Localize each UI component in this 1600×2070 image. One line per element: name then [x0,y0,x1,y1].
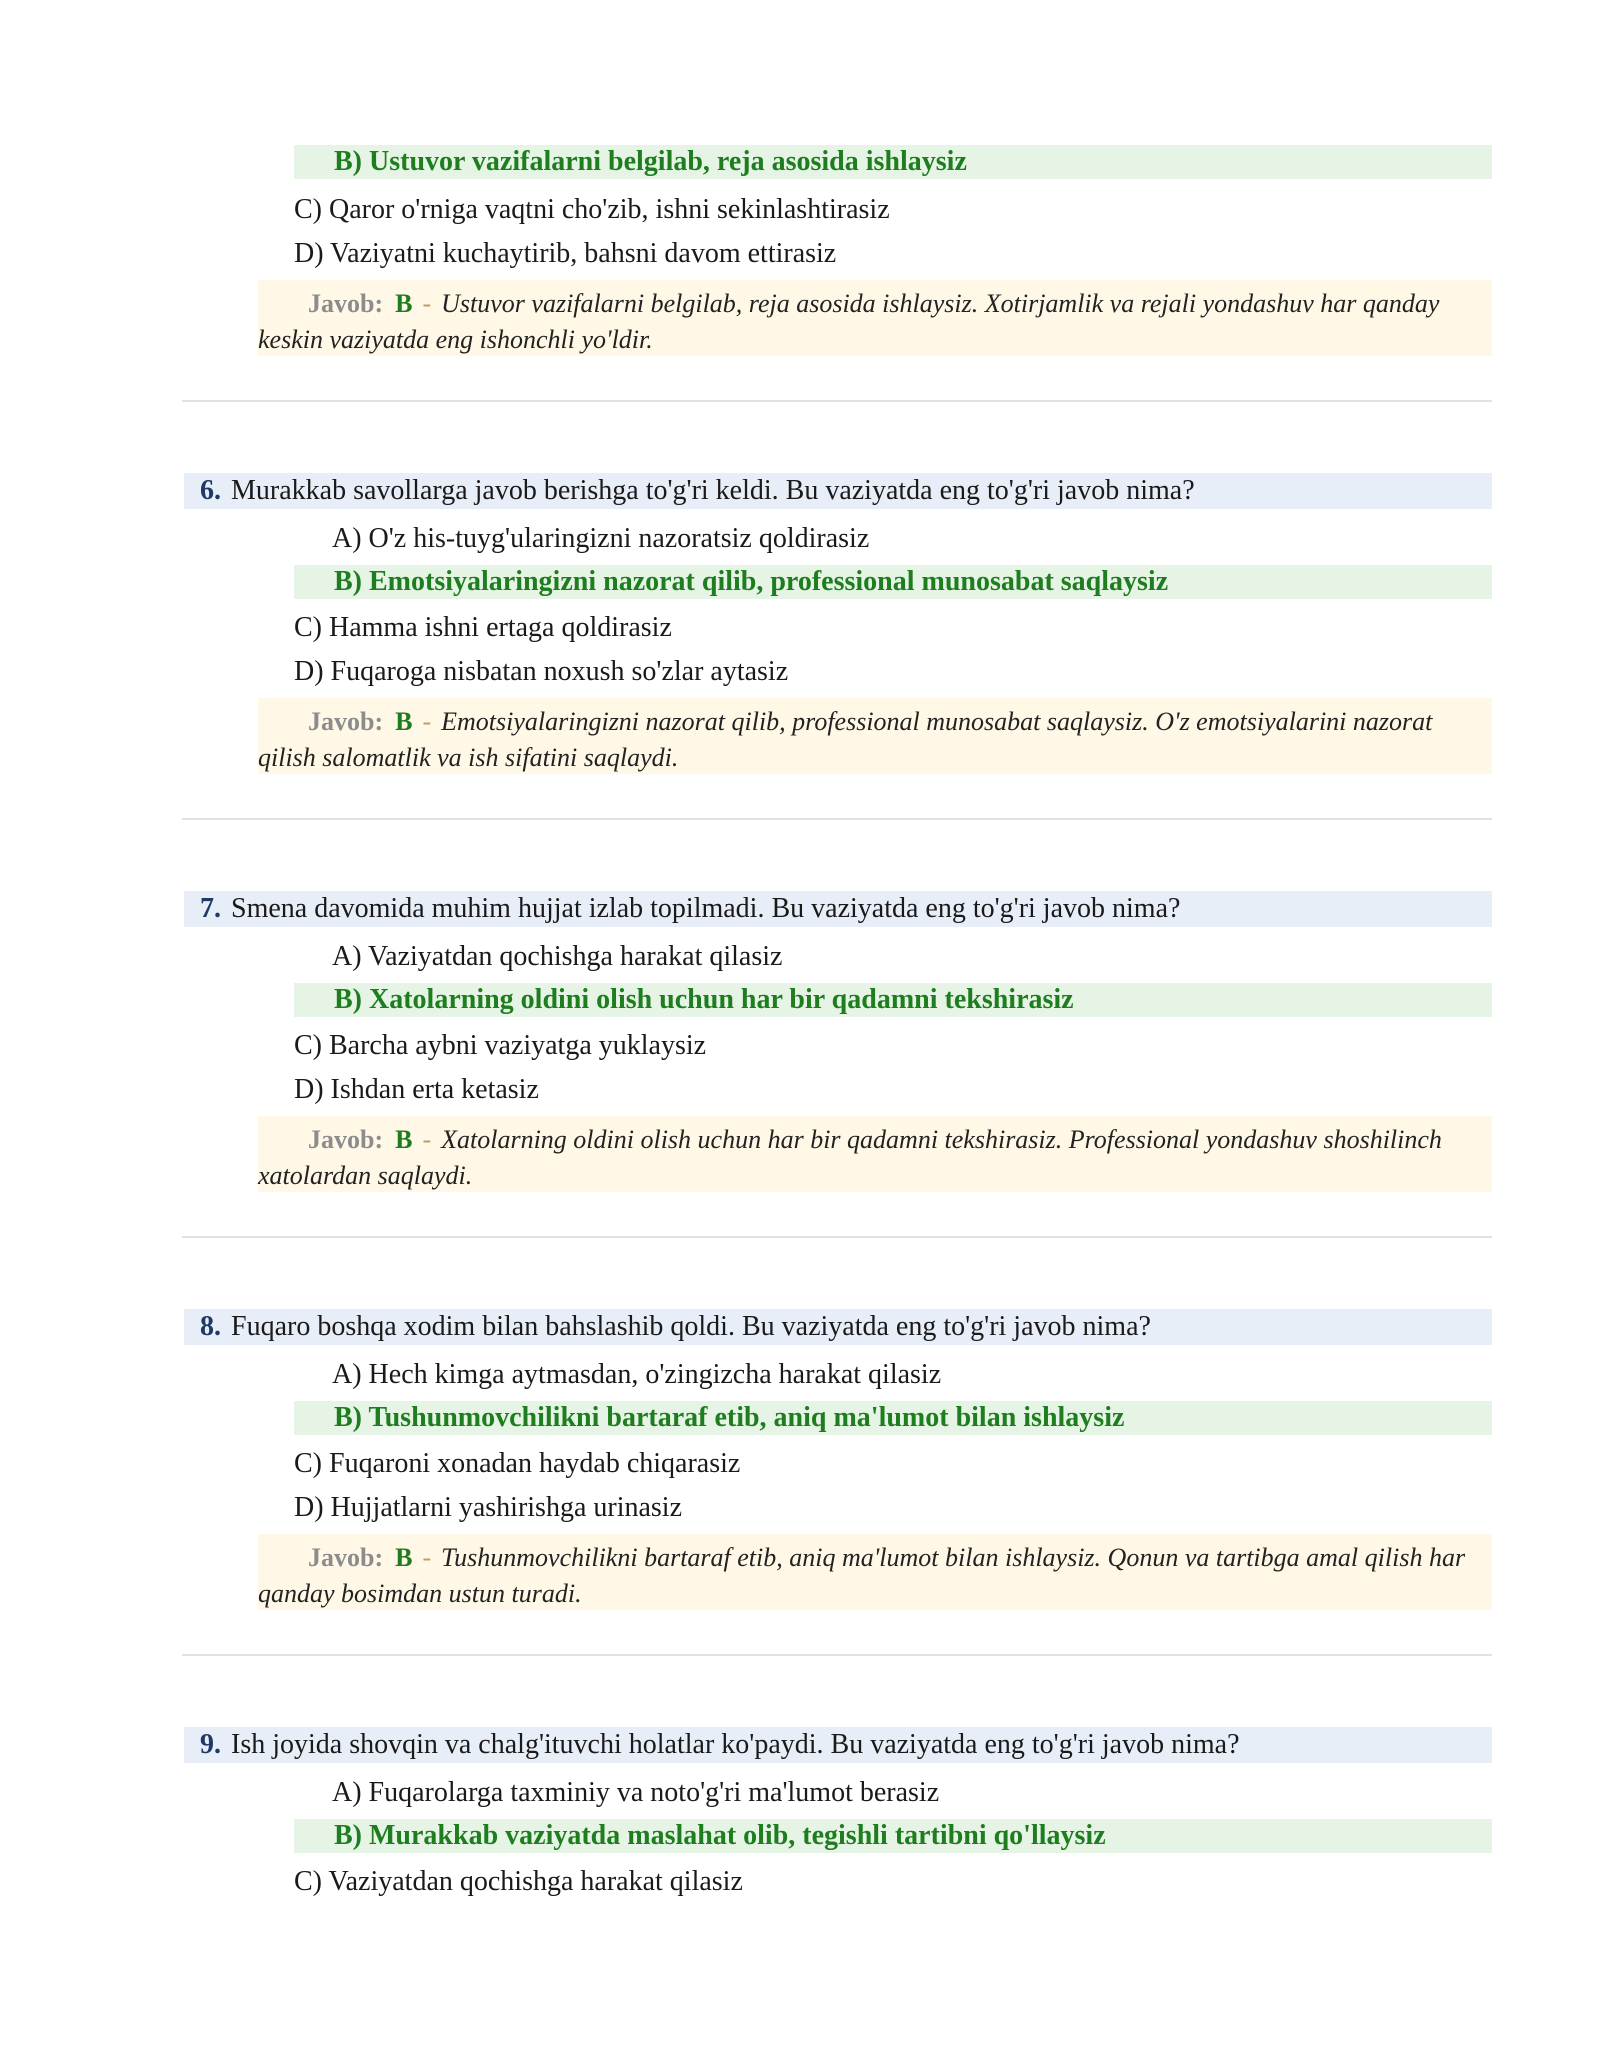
answer-box [258,280,1492,356]
answer-label: Javob: [308,1125,384,1154]
option[interactable]: C) Fuqaroni xonadan haydab chiqarasiz [294,1448,741,1479]
answer-box [258,698,1492,774]
option[interactable]: D) Fuqaroga nisbatan noxush so'zlar aytasiz [294,656,789,687]
divider [182,400,1492,402]
answer-label: Javob: [308,1543,384,1572]
option[interactable]: A) Vaziyatdan qochishga harakat qilasiz [332,941,783,972]
option[interactable]: A) Hech kimga aytmasdan, o'zingizcha harakat qilasiz [332,1359,942,1390]
divider [182,1236,1492,1238]
option[interactable]: C) Hamma ishni ertaga qoldirasiz [294,612,672,643]
divider [182,818,1492,820]
answer-explanation: Emotsiyalaringizni nazorat qilib, professional munosabat saqlaysiz. O'z emotsiyalarini nazorat qilish salomatlik va ish sifatini saqlaydi. [258,707,1433,772]
option[interactable]: D) Hujjatlarni yashirishga urinasiz [294,1492,683,1523]
answer-explanation: Ustuvor vazifalarni belgilab, reja asosida ishlaysiz. Xotirjamlik va rejali yondashuv har qanday keskin vaziyatda eng ishonchli yo'ldir. [258,289,1440,354]
option[interactable]: C) Vaziyatdan qochishga harakat qilasiz [294,1866,743,1897]
option-correct[interactable]: B) Ustuvor vazifalarni belgilab, reja asosida ishlaysiz [294,145,1492,179]
answer-label: Javob: [308,707,384,736]
answer-letter: B [395,1543,413,1572]
option-correct[interactable]: B) Emotsiyalaringizni nazorat qilib, professional munosabat saqlaysiz [294,565,1492,599]
answer-box [258,1534,1492,1610]
answer-letter: B [395,707,413,736]
answer-label: Javob: [308,289,384,318]
option[interactable]: D) Ishdan erta ketasiz [294,1074,539,1105]
question-text: Smena davomida muhim hujjat izlab topilmadi. Bu vaziyatda eng to'g'ri javob nima? [231,893,1181,924]
question-7 [184,891,1492,927]
question-9 [184,1727,1492,1763]
answer-dash: - [422,707,432,736]
option-correct[interactable]: B) Tushunmovchilikni bartaraf etib, aniq ma'lumot bilan ishlaysiz [294,1401,1492,1435]
question-text: Murakkab savollarga javob berishga to'g'ri keldi. Bu vaziyatda eng to'g'ri javob nima? [231,475,1195,506]
option-correct[interactable]: B) Xatolarning oldini olish uchun har bir qadamni tekshirasiz [294,983,1492,1017]
option[interactable]: A) O'z his-tuyg'ularingizni nazoratsiz qoldirasiz [332,523,870,554]
answer-letter: B [395,289,413,318]
question-8 [184,1309,1492,1345]
question-text: Ish joyida shovqin va chalg'ituvchi holatlar ko'paydi. Bu vaziyatda eng to'g'ri javob nima? [231,1729,1240,1760]
answer-dash: - [422,1125,432,1154]
question-number: 9. [200,1729,221,1760]
answer-dash: - [422,1543,432,1572]
option[interactable]: C) Barcha aybni vaziyatga yuklaysiz [294,1030,707,1061]
question-number: 8. [200,1311,221,1342]
question-number: 6. [200,475,221,506]
answer-explanation: Tushunmovchilikni bartaraf etib, aniq ma'lumot bilan ishlaysiz. Qonun va tartibga amal qilish har qanday bosimdan ustun turadi. [258,1543,1466,1608]
answer-explanation: Xatolarning oldini olish uchun har bir qadamni tekshirasiz. Professional yondashuv shoshilinch xatolardan saqlaydi. [258,1125,1442,1190]
option[interactable]: A) Fuqarolarga taxminiy va noto'g'ri ma'lumot berasiz [332,1777,940,1808]
answer-letter: B [395,1125,413,1154]
question-number: 7. [200,893,221,924]
option[interactable]: C) Qaror o'rniga vaqtni cho'zib, ishni sekinlashtirasiz [294,194,890,225]
divider [182,1654,1492,1656]
answer-dash: - [422,289,432,318]
question-text: Fuqaro boshqa xodim bilan bahslashib qoldi. Bu vaziyatda eng to'g'ri javob nima? [231,1311,1151,1342]
option-correct[interactable]: B) Murakkab vaziyatda maslahat olib, tegishli tartibni qo'llaysiz [294,1819,1492,1853]
question-6 [184,473,1492,509]
option[interactable]: D) Vaziyatni kuchaytirib, bahsni davom ettirasiz [294,238,837,269]
answer-box [258,1116,1492,1192]
